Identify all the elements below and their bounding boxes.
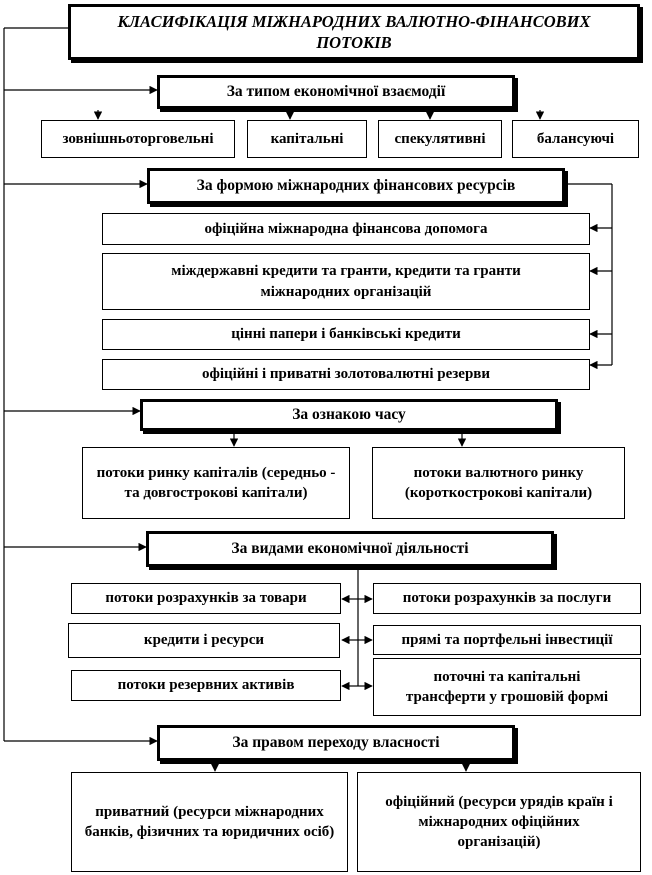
section-header-financial-resources: За формою міжнародних фінансових ресурсів [147, 168, 565, 204]
item-official-assistance: офіційна міжнародна фінансова допомога [102, 213, 590, 245]
item-currency-market-flows: потоки валютного ринку (короткострокові капітали) [372, 447, 625, 519]
item-credits-resources: кредити і ресурси [68, 623, 340, 658]
item-capital: капітальні [247, 120, 367, 158]
item-interstate-credits: міждержавні кредити та гранти, кредити та гранти міжнародних організацій [102, 253, 590, 310]
item-official: офіційний (ресурси урядів країн і міжнародних офіційних організацій) [357, 772, 641, 872]
section-header-economic-activity: За видами економічної діяльності [146, 531, 554, 567]
section-header-time: За ознакою часу [140, 399, 558, 431]
item-transfers: поточні та капітальні трансферти у грошовій формі [373, 658, 641, 716]
item-gold-reserves: офіційні і приватні золотовалютні резерви [102, 359, 590, 390]
section-header-ownership: За правом переходу власності [157, 725, 515, 761]
section-header-economic-interaction: За типом економічної взаємодії [157, 75, 515, 109]
item-private: приватний (ресурси міжнародних банків, фізичних та юридичних осіб) [71, 772, 348, 872]
item-goods-settlements: потоки розрахунків за товари [71, 583, 341, 614]
item-direct-portfolio-investments: прямі та портфельні інвестиції [373, 625, 641, 655]
item-balancing: балансуючі [512, 120, 639, 158]
item-foreign-trade: зовнішньоторговельні [41, 120, 235, 158]
item-services-settlements: потоки розрахунків за послуги [373, 583, 641, 614]
diagram-title: КЛАСИФІКАЦІЯ МІЖНАРОДНИХ ВАЛЮТНО-ФІНАНСОВИХ ПОТОКІВ [68, 4, 640, 60]
item-speculative: спекулятивні [378, 120, 502, 158]
item-capital-market-flows: потоки ринку капіталів (середньо - та довгострокові капітали) [82, 447, 350, 519]
item-securities-bank-credits: цінні папери і банківські кредити [102, 319, 590, 350]
item-reserve-assets: потоки резервних активів [71, 670, 341, 701]
